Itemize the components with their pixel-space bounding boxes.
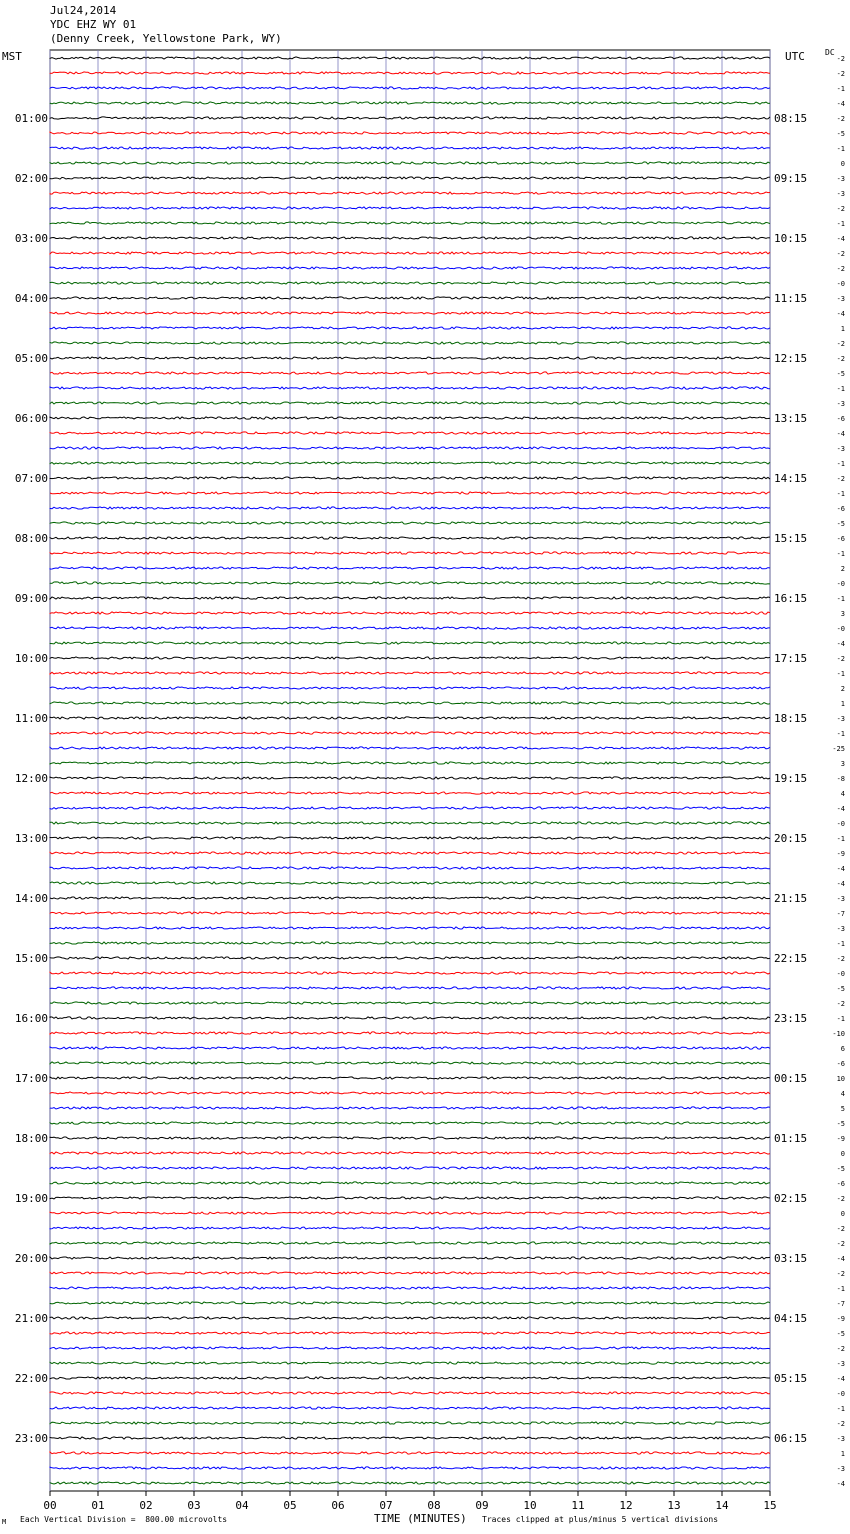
x-axis-title: TIME (MINUTES) bbox=[374, 1512, 467, 1525]
utc-hour-label: 10:15 bbox=[774, 232, 808, 245]
dc-offset-label: -2 bbox=[836, 1000, 845, 1008]
dc-offset-label: -9 bbox=[836, 1315, 845, 1323]
clip-note: Traces clipped at plus/minus 5 vertical divisions bbox=[482, 1515, 719, 1524]
trace-line bbox=[50, 1092, 770, 1094]
utc-hour-label: 06:15 bbox=[774, 1432, 808, 1445]
dc-offset-label: 10 bbox=[836, 1075, 845, 1083]
dc-offset-label: -6 bbox=[836, 505, 845, 513]
trace-line bbox=[50, 297, 770, 299]
dc-offset-label: 4 bbox=[840, 1090, 845, 1098]
utc-hour-label: 00:15 bbox=[774, 1072, 808, 1085]
dc-offset-label: -0 bbox=[836, 580, 845, 588]
dc-offset-label: -3 bbox=[836, 175, 845, 183]
dc-offset-label: -10 bbox=[832, 1030, 845, 1038]
x-tick-label: 12 bbox=[619, 1499, 633, 1512]
dc-offset-label: -4 bbox=[836, 1375, 845, 1383]
dc-offset-label: -3 bbox=[836, 445, 845, 453]
trace-line bbox=[50, 312, 770, 314]
dc-offset-label: -2 bbox=[836, 115, 845, 123]
dc-offset-label: -1 bbox=[836, 145, 845, 153]
mst-hour-label: 19:00 bbox=[14, 1192, 48, 1205]
mst-hour-label: 20:00 bbox=[14, 1252, 48, 1265]
utc-hour-label: 12:15 bbox=[774, 352, 808, 365]
utc-hour-label: 14:15 bbox=[774, 472, 808, 485]
trace-line bbox=[50, 762, 770, 764]
trace-line bbox=[50, 957, 770, 959]
dc-offset-label: 1 bbox=[840, 700, 845, 708]
dc-offset-label: -2 bbox=[836, 355, 845, 363]
dc-offset-label: -2 bbox=[836, 1270, 845, 1278]
mst-hour-label: 13:00 bbox=[14, 832, 48, 845]
dc-offset-label: -2 bbox=[836, 955, 845, 963]
dc-offset-label: -3 bbox=[836, 895, 845, 903]
dc-offset-label: -6 bbox=[836, 1060, 845, 1068]
dc-offset-label: -1 bbox=[836, 1285, 845, 1293]
dc-offset-label: -2 bbox=[836, 55, 845, 63]
dc-offset-label: 1 bbox=[840, 1450, 845, 1458]
dc-offset-label: -2 bbox=[836, 205, 845, 213]
trace-line bbox=[50, 282, 770, 284]
trace-line bbox=[50, 237, 770, 239]
dc-offset-label: -2 bbox=[836, 1195, 845, 1203]
dc-offset-label: -6 bbox=[836, 1180, 845, 1188]
utc-hour-label: 05:15 bbox=[774, 1372, 808, 1385]
trace-line bbox=[50, 747, 770, 749]
trace-line bbox=[50, 1137, 770, 1139]
trace-line bbox=[50, 552, 770, 554]
dc-offset-label: -0 bbox=[836, 625, 845, 633]
dc-offset-label: -5 bbox=[836, 520, 845, 528]
dc-offset-label: -5 bbox=[836, 370, 845, 378]
utc-hour-label: 01:15 bbox=[774, 1132, 808, 1145]
dc-offset-label: 1 bbox=[840, 325, 845, 333]
trace-line bbox=[50, 687, 770, 689]
dc-offset-label: -4 bbox=[836, 1480, 845, 1488]
trace-line bbox=[50, 882, 770, 884]
mst-hour-label: 05:00 bbox=[14, 352, 48, 365]
trace-line bbox=[50, 192, 770, 194]
right-axis-label: UTC bbox=[785, 50, 805, 63]
trace-line bbox=[50, 1392, 770, 1394]
trace-line bbox=[50, 582, 770, 584]
trace-line bbox=[50, 987, 770, 989]
mst-hour-label: 06:00 bbox=[14, 412, 48, 425]
mst-hour-label: 11:00 bbox=[14, 712, 48, 725]
dc-offset-label: -6 bbox=[836, 535, 845, 543]
trace-line bbox=[50, 1242, 770, 1244]
dc-offset-label: -3 bbox=[836, 190, 845, 198]
utc-hour-label: 23:15 bbox=[774, 1012, 808, 1025]
dc-offset-label: -3 bbox=[836, 400, 845, 408]
mst-hour-label: 07:00 bbox=[14, 472, 48, 485]
dc-offset-label: 3 bbox=[840, 610, 845, 618]
trace-line bbox=[50, 342, 770, 344]
mst-hour-label: 17:00 bbox=[14, 1072, 48, 1085]
trace-line bbox=[50, 87, 770, 89]
trace-line bbox=[50, 57, 770, 59]
dc-offset-label: -1 bbox=[836, 385, 845, 393]
trace-line bbox=[50, 477, 770, 479]
mst-hour-label: 18:00 bbox=[14, 1132, 48, 1145]
trace-line bbox=[50, 1227, 770, 1229]
x-tick-label: 11 bbox=[571, 1499, 585, 1512]
trace-line bbox=[50, 1197, 770, 1199]
dc-offset-label: -8 bbox=[836, 775, 845, 783]
trace-line bbox=[50, 702, 770, 704]
x-tick-label: 02 bbox=[139, 1499, 153, 1512]
dc-offset-label: -1 bbox=[836, 1015, 845, 1023]
trace-line bbox=[50, 1362, 770, 1364]
mst-hour-label: 02:00 bbox=[14, 172, 48, 185]
trace-line bbox=[50, 537, 770, 539]
dc-offset-label: -5 bbox=[836, 1165, 845, 1173]
dc-offset-label: -4 bbox=[836, 430, 845, 438]
dc-offset-label: -9 bbox=[836, 850, 845, 858]
dc-offset-label: -1 bbox=[836, 460, 845, 468]
dc-offset-label: -0 bbox=[836, 820, 845, 828]
trace-line bbox=[50, 1407, 770, 1409]
trace-line bbox=[50, 852, 770, 854]
dc-offset-label: -5 bbox=[836, 1330, 845, 1338]
dc-offset-label: -1 bbox=[836, 670, 845, 678]
dc-offset-label: 5 bbox=[840, 1105, 845, 1113]
trace-line bbox=[50, 1122, 770, 1124]
date-label: Jul24,2014 bbox=[50, 4, 117, 17]
dc-offset-label: -3 bbox=[836, 715, 845, 723]
trace-line bbox=[50, 1152, 770, 1154]
trace-line bbox=[50, 327, 770, 329]
dc-offset-label: -1 bbox=[836, 595, 845, 603]
dc-offset-label: -2 bbox=[836, 1240, 845, 1248]
footer-mark: M bbox=[2, 1518, 7, 1526]
x-tick-label: 04 bbox=[235, 1499, 249, 1512]
dc-offset-label: -3 bbox=[836, 1360, 845, 1368]
trace-line bbox=[50, 402, 770, 404]
dc-offset-label: -4 bbox=[836, 235, 845, 243]
x-tick-label: 15 bbox=[763, 1499, 777, 1512]
dc-offset-label: -7 bbox=[836, 910, 845, 918]
mst-hour-label: 09:00 bbox=[14, 592, 48, 605]
mst-hour-label: 16:00 bbox=[14, 1012, 48, 1025]
trace-line bbox=[50, 642, 770, 644]
dc-offset-label: -4 bbox=[836, 1255, 845, 1263]
trace-line bbox=[50, 1182, 770, 1184]
dc-offset-label: 4 bbox=[840, 790, 845, 798]
dc-offset-label: -1 bbox=[836, 220, 845, 228]
location-label: (Denny Creek, Yellowstone Park, WY) bbox=[50, 32, 282, 45]
trace-line bbox=[50, 1437, 770, 1439]
dc-offset-label: -3 bbox=[836, 1435, 845, 1443]
utc-hour-label: 22:15 bbox=[774, 952, 808, 965]
utc-hour-label: 15:15 bbox=[774, 532, 808, 545]
mst-hour-label: 03:00 bbox=[14, 232, 48, 245]
dc-offset-label: -9 bbox=[836, 1135, 845, 1143]
x-tick-label: 13 bbox=[667, 1499, 681, 1512]
left-axis-label: MST bbox=[2, 50, 22, 63]
station-label: YDC EHZ WY 01 bbox=[50, 18, 137, 31]
mst-hour-label: 08:00 bbox=[14, 532, 48, 545]
trace-line bbox=[50, 162, 770, 164]
dc-offset-label: -2 bbox=[836, 70, 845, 78]
dc-offset-label: -2 bbox=[836, 655, 845, 663]
mst-hour-label: 04:00 bbox=[14, 292, 48, 305]
dc-offset-label: 2 bbox=[840, 565, 845, 573]
dc-offset-label: 0 bbox=[840, 1210, 845, 1218]
trace-line bbox=[50, 1077, 770, 1079]
trace-line bbox=[50, 1212, 770, 1214]
dc-offset-label: -1 bbox=[836, 730, 845, 738]
trace-line bbox=[50, 72, 770, 74]
mst-hour-label: 01:00 bbox=[14, 112, 48, 125]
trace-line bbox=[50, 507, 770, 509]
trace-line bbox=[50, 717, 770, 719]
dc-offset-label: -1 bbox=[836, 490, 845, 498]
trace-line bbox=[50, 807, 770, 809]
trace-line bbox=[50, 1047, 770, 1049]
trace-line bbox=[50, 732, 770, 734]
utc-hour-label: 21:15 bbox=[774, 892, 808, 905]
scale-note: Each Vertical Division = 800.00 microvolts bbox=[20, 1515, 228, 1524]
dc-label: DC bbox=[825, 48, 835, 57]
trace-line bbox=[50, 1002, 770, 1004]
dc-offset-label: -4 bbox=[836, 640, 845, 648]
trace-line bbox=[50, 357, 770, 359]
trace-line bbox=[50, 1287, 770, 1289]
dc-offset-label: 0 bbox=[840, 1150, 845, 1158]
x-tick-label: 10 bbox=[523, 1499, 537, 1512]
dc-offset-label: -2 bbox=[836, 250, 845, 258]
utc-hour-label: 02:15 bbox=[774, 1192, 808, 1205]
trace-line bbox=[50, 1032, 770, 1034]
dc-offset-label: -3 bbox=[836, 295, 845, 303]
x-tick-label: 08 bbox=[427, 1499, 441, 1512]
utc-hour-label: 13:15 bbox=[774, 412, 808, 425]
trace-line bbox=[50, 837, 770, 839]
trace-line bbox=[50, 522, 770, 524]
dc-offset-label: -5 bbox=[836, 985, 845, 993]
dc-offset-label: -0 bbox=[836, 970, 845, 978]
trace-line bbox=[50, 492, 770, 494]
trace-line bbox=[50, 1272, 770, 1274]
mst-hour-label: 23:00 bbox=[14, 1432, 48, 1445]
trace-line bbox=[50, 387, 770, 389]
mst-hour-label: 15:00 bbox=[14, 952, 48, 965]
utc-hour-label: 11:15 bbox=[774, 292, 808, 305]
trace-line bbox=[50, 102, 770, 104]
dc-offset-label: -2 bbox=[836, 340, 845, 348]
trace-line bbox=[50, 147, 770, 149]
dc-offset-label: -4 bbox=[836, 310, 845, 318]
dc-offset-label: 6 bbox=[840, 1045, 845, 1053]
dc-offset-label: -3 bbox=[836, 1465, 845, 1473]
trace-line bbox=[50, 372, 770, 374]
trace-line bbox=[50, 897, 770, 899]
mst-hour-label: 21:00 bbox=[14, 1312, 48, 1325]
trace-line bbox=[50, 1452, 770, 1454]
mst-hour-label: 14:00 bbox=[14, 892, 48, 905]
trace-line bbox=[50, 567, 770, 569]
trace-line bbox=[50, 1107, 770, 1109]
trace-line bbox=[50, 867, 770, 869]
trace-line bbox=[50, 432, 770, 434]
dc-offset-label: -2 bbox=[836, 1345, 845, 1353]
dc-offset-label: -3 bbox=[836, 925, 845, 933]
trace-line bbox=[50, 1302, 770, 1304]
plot-frame bbox=[50, 50, 770, 1491]
trace-line bbox=[50, 1257, 770, 1259]
trace-line bbox=[50, 207, 770, 209]
utc-hour-label: 20:15 bbox=[774, 832, 808, 845]
dc-offset-label: -4 bbox=[836, 805, 845, 813]
dc-offset-label: -4 bbox=[836, 880, 845, 888]
mst-hour-label: 10:00 bbox=[14, 652, 48, 665]
trace-line bbox=[50, 447, 770, 449]
utc-hour-label: 04:15 bbox=[774, 1312, 808, 1325]
dc-offset-label: -2 bbox=[836, 1420, 845, 1428]
dc-offset-label: -1 bbox=[836, 1405, 845, 1413]
trace-line bbox=[50, 177, 770, 179]
trace-line bbox=[50, 942, 770, 944]
trace-line bbox=[50, 1377, 770, 1379]
trace-line bbox=[50, 1347, 770, 1349]
trace-line bbox=[50, 777, 770, 779]
dc-offset-label: -5 bbox=[836, 130, 845, 138]
trace-line bbox=[50, 1167, 770, 1169]
trace-line bbox=[50, 627, 770, 629]
trace-line bbox=[50, 462, 770, 464]
utc-hour-label: 16:15 bbox=[774, 592, 808, 605]
trace-line bbox=[50, 222, 770, 224]
dc-offset-label: -1 bbox=[836, 835, 845, 843]
dc-offset-label: -5 bbox=[836, 1120, 845, 1128]
dc-offset-label: 0 bbox=[840, 160, 845, 168]
dc-offset-label: -2 bbox=[836, 265, 845, 273]
trace-line bbox=[50, 1422, 770, 1424]
dc-offset-label: -4 bbox=[836, 865, 845, 873]
trace-line bbox=[50, 132, 770, 134]
dc-offset-label: -7 bbox=[836, 1300, 845, 1308]
trace-line bbox=[50, 972, 770, 974]
trace-line bbox=[50, 597, 770, 599]
x-tick-label: 07 bbox=[379, 1499, 393, 1512]
utc-hour-label: 17:15 bbox=[774, 652, 808, 665]
utc-hour-label: 18:15 bbox=[774, 712, 808, 725]
dc-offset-label: -25 bbox=[832, 745, 845, 753]
x-tick-label: 06 bbox=[331, 1499, 345, 1512]
x-tick-label: 03 bbox=[187, 1499, 201, 1512]
mst-hour-label: 12:00 bbox=[14, 772, 48, 785]
x-tick-label: 05 bbox=[283, 1499, 297, 1512]
dc-offset-label: 3 bbox=[840, 760, 845, 768]
dc-offset-label: -4 bbox=[836, 100, 845, 108]
dc-offset-label: -2 bbox=[836, 1225, 845, 1233]
trace-line bbox=[50, 792, 770, 794]
dc-offset-label: 2 bbox=[840, 685, 845, 693]
trace-line bbox=[50, 912, 770, 914]
dc-offset-label: -0 bbox=[836, 280, 845, 288]
trace-line bbox=[50, 612, 770, 614]
utc-hour-label: 09:15 bbox=[774, 172, 808, 185]
trace-line bbox=[50, 1467, 770, 1469]
trace-line bbox=[50, 1062, 770, 1064]
trace-line bbox=[50, 1017, 770, 1019]
trace-line bbox=[50, 672, 770, 674]
trace-line bbox=[50, 657, 770, 659]
trace-line bbox=[50, 1317, 770, 1319]
dc-offset-label: -1 bbox=[836, 85, 845, 93]
x-tick-label: 14 bbox=[715, 1499, 729, 1512]
x-tick-label: 01 bbox=[91, 1499, 105, 1512]
trace-line bbox=[50, 417, 770, 419]
utc-hour-label: 19:15 bbox=[774, 772, 808, 785]
trace-line bbox=[50, 1482, 770, 1484]
mst-hour-label: 22:00 bbox=[14, 1372, 48, 1385]
utc-hour-label: 08:15 bbox=[774, 112, 808, 125]
dc-offset-label: -0 bbox=[836, 1390, 845, 1398]
dc-offset-label: -1 bbox=[836, 940, 845, 948]
trace-line bbox=[50, 117, 770, 119]
trace-line bbox=[50, 1332, 770, 1334]
x-tick-label: 09 bbox=[475, 1499, 489, 1512]
dc-offset-label: -2 bbox=[836, 475, 845, 483]
dc-offset-label: -1 bbox=[836, 550, 845, 558]
trace-line bbox=[50, 252, 770, 254]
trace-line bbox=[50, 927, 770, 929]
utc-hour-label: 03:15 bbox=[774, 1252, 808, 1265]
x-tick-label: 00 bbox=[43, 1499, 57, 1512]
trace-line bbox=[50, 822, 770, 824]
trace-line bbox=[50, 267, 770, 269]
dc-offset-label: -6 bbox=[836, 415, 845, 423]
